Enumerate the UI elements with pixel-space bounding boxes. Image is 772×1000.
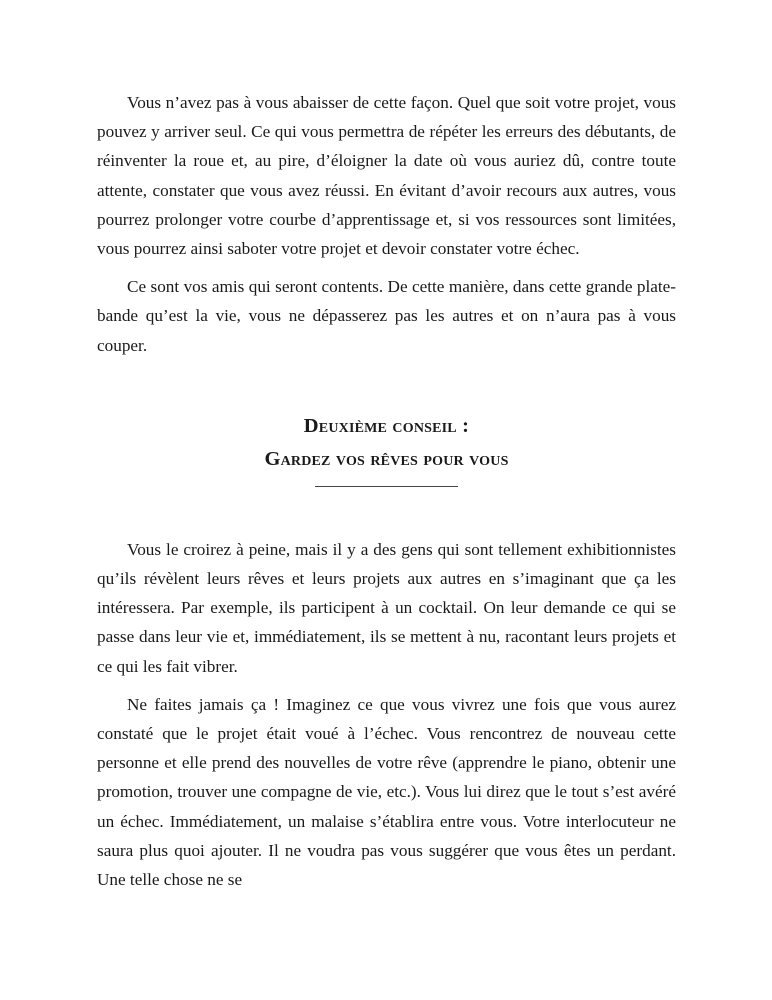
paragraph-4: Ne faites jamais ça ! Imaginez ce que vous vivrez une fois que vous aurez constaté que le projet était voué à l’échec. Vous rencontrez de nouveau cette personne et elle prend des nouvelles de votre rêve (apprendre le piano, obtenir une promotion, trouver une compagne de vie, etc.). Vous lui direz que le tout s’est avéré un échec. Immédiatement, un malaise s’établira entre vous. Votre interlocuteur ne saura plus quoi ajouter. Il ne voudra pas vous suggérer que vous êtes un perdant. Une telle chose ne se	[97, 694, 676, 890]
section-body	[97, 535, 676, 894]
paragraph-2: Ce sont vos amis qui seront contents. De cette manière, dans cette grande plate-bande qu’est la vie, vous ne dépasserez pas les autres et on n’aura pas à vous couper.	[97, 277, 676, 355]
heading-divider	[315, 486, 458, 487]
heading-line-2: Gardez vos rêves pour vous	[264, 447, 509, 470]
paragraph-3: Vous le croirez à peine, mais il y a des gens qui sont tellement exhibitionnistes qu’ils révèlent leurs rêves et leurs projets aux autres en s’imaginant que ça les intéressera. Par exemple, ils participent à un cocktail. On leur demande ce qui se passe dans leur vie et, immédiatement, ils se mettent à nu, racontant leurs projets et ce qui les fait vibrer.	[97, 539, 676, 676]
paragraph-1: Vous n’avez pas à vous abaisser de cette façon. Quel que soit votre projet, vous pouvez y arriver seul. Ce qui vous permettra de répéter les erreurs des débutants, de réinventer la roue et, au pire, d’éloigner la date où vous auriez dû, contre toute attente, constater que vous avez réussi. En évitant d’avoir recours aux autres, vous pourrez prolonger votre courbe d’apprentissage et, si vos ressources sont limitées, vous pourrez ainsi saboter votre projet et devoir constater votre échec.	[97, 93, 676, 259]
document-page	[97, 88, 676, 903]
section-heading	[97, 410, 676, 487]
heading-line-1: Deuxième conseil :	[303, 414, 470, 437]
